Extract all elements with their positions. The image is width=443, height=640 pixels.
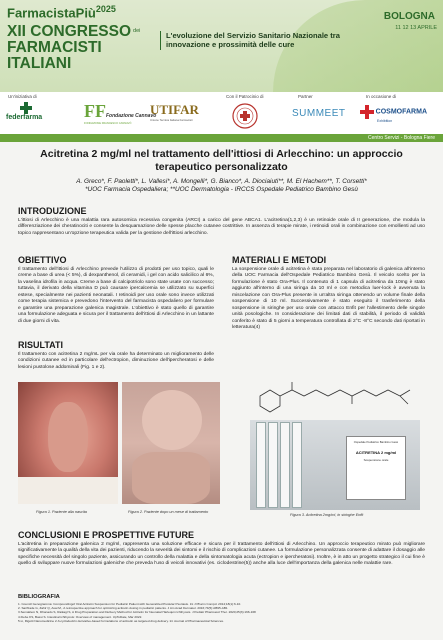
objective-heading: OBIETTIVO (18, 255, 67, 265)
figure-2-photo (122, 382, 220, 504)
bibliography-heading: BIBLIOGRAFIA (18, 594, 60, 600)
utifar-name: UTIFAR (150, 102, 199, 117)
label-title: ACITRETINA 2 mg/ml (355, 450, 397, 455)
initiative-label: Un'iniziativa di (8, 94, 37, 99)
figure-1-photo (18, 382, 118, 504)
cannavo-sub: FONDAZIONE FRANCESCO CANNAVÒ (84, 122, 132, 125)
utifar-logo (150, 102, 199, 122)
federfarma-cross-icon (19, 102, 33, 114)
summeet-logo: SUMMEET (292, 108, 346, 119)
figure-1-caption: Figura 1. Paziente alla nascita (36, 510, 87, 514)
figure-3-photo (250, 420, 420, 510)
federfarma-logo (6, 102, 42, 121)
brand-name: FarmacistaPiù (7, 5, 96, 21)
cosmofarma-sub: Exhibition (377, 119, 393, 123)
bibliography-list (18, 602, 425, 623)
label-hospital: Ospedale Pediatrico Bambino Gesù (353, 440, 399, 444)
results-text: Il trattamento con acitretina 2 mg/mL per via orale ha determinato un miglioramento delle condizioni cutanee ed in particolare dell'ectropion, diminuzione dell'ipercheratosi e delle lesioni pustolose addominali (Fig. 1 e 2). (18, 352, 214, 370)
conclusions-text: L'acitretina in preparazione galenica 2 mg/ml, rappresenta una soluzione efficace e sicura per il trattamento dell'ittiosi di Arlecchino. Un approccio terapeutico mirato può migliorare significativamente la qualità della vita dei pazienti, riducendo la severità dei sintomi e il rischio di complicazioni cutanee. La formulazione personalizzata consente di adattare il dosaggio alle specifiche necessità del singolo paziente, assicurando un controllo della malattia e della sintomatologia acuta (ectropion e ipercheratosi). Inoltre, è in atto un progetto strategico il cui fine è quello di sviluppare nuove formulazioni galeniche che preveda l'uso di veicoli innovativi (es. ciclodestrine(5)) anche alla luce dell'importanza della galenica nelle malattie rare. (18, 542, 425, 567)
congress-header (0, 0, 443, 92)
intro-text: L'ittiosi di Arlecchino è una malattia rara autosomica recessiva congenita (ARCI) a carico del gene ABCA1. L'acitretina(1,2,3) è un retinoide orale di II generazione, che modula la differenziazione dei cheratinociti e consente la desquamazione delle spesse placche cutanee costrittive. In assenza di terapie mirate, i retinoidi orali in combinazione con emollienti ad uso topico rappresentano un'opzione terapeutica valida per la gestione dell'ittiosi arlecchino. (18, 218, 425, 236)
congress-dates: 11 12 13 APRILE (395, 25, 437, 31)
congress-city: BOLOGNA (383, 11, 435, 22)
results-heading: RISULTATI (18, 340, 63, 350)
utifar-sub: Unione Tecnica Italiana Farmacisti (150, 118, 193, 122)
preparation-label (346, 436, 406, 500)
reference-item: 1. Council Genogramma: Compoundingof Oral Acitretin Suspension for Pediatric Patient with Generalized Pustular Psoriasis. Int J Pharm Compd. 2014;18(1):6-10. (18, 602, 242, 606)
cosmofarma-name: COSMOFARMA (375, 108, 428, 116)
reference-item: 3.Semaklem N, Dhanado S, Raikagl S, A Drug Preparation and Delivery Method for Acitretin for Neonatal Harlequin Ichthyosis. J Pediatr Pharmacol Ther. 2020;25(3):166-168 (18, 610, 256, 615)
conclusions-heading: CONCLUSIONI E PROSPETTIVE FUTURE (18, 530, 195, 540)
poster-authors (22, 178, 421, 195)
federfarma-name: federfarma (6, 114, 43, 121)
authors-affiliations: *UOC Farmacia Ospedaliera; **UOC Dermatologia - IRCCS Ospedale Pediatrico Bambino Gesù (85, 186, 358, 194)
congress-line-1: XII CONGRESSO (7, 23, 132, 40)
figure-2-caption: Figura 2. Paziente dopo un mese di trattamento (128, 510, 209, 514)
authors-names: A. Greco*, F. Paoletti*, L. Vallesi*, A. Mongelli*, G. Bianco*, A. Diociaiuti**, M. El Hachem**, T. Corsetti* (76, 178, 367, 185)
partner-label: Partner (298, 94, 313, 99)
acitretin-structure-diagram (250, 374, 420, 418)
congress-line-2: FARMACISTI (7, 38, 102, 56)
partners-bar (0, 92, 443, 134)
methods-text: La sospensione orale di acitretina è stata preparata nel laboratorio di galenica all'interno della UOC Farmacia dell'Ospedale Pediatrico Bambino Gesù. Il veicolo scelto per la formulazione è stato Ora-Plus. Il contenuto di 1 capsula di acitretina da 10mg è stato aggiunto all'interno di una siringa da 10 ml e con metodica luer-lock è avvenuta la miscelazione con Ora-Plus presente in un'altra siringa ottenendo un volume finale della sospensione di 10 ml. Successivamente è stato eseguito il trasferimento della sospensione in siringhe per uso orale con attacco Enfit per l'allestimento delle singole unità posologiche. In considerazione dei limitati dati di stabilità, il periodo di validità conferito è stato di 5 giorni a temperatura controllata di 2°C -8°C secondo dati riportati in letteratura(4) (232, 267, 425, 331)
cosmofarma-logo (360, 105, 427, 123)
label-subtitle: Sospensione orale (363, 458, 389, 462)
figure-3-caption: Figura 3. Acitretina 2mg/ml, in siringhe Enfit (290, 513, 364, 517)
poster-title: Acitretina 2 mg/ml nel trattamento dell'ittiosi di Arlecchino: un approccio terapeutico personalizzato (40, 148, 403, 174)
congress-line-3: ITALIANI (7, 54, 72, 72)
patronage-seal-icon (232, 103, 258, 129)
cannavo-logo: FFFondazione Cannavò FONDAZIONE FRANCESCO CANNAVÒ (84, 101, 157, 125)
intro-heading: INTRODUZIONE (18, 206, 87, 216)
occasion-label: In occasione di (366, 94, 397, 99)
brand-year: 2025 (95, 4, 116, 14)
cosmofarma-cross-icon (360, 105, 374, 119)
congress-del: dei (133, 28, 141, 35)
congress-title (7, 24, 157, 72)
reference-item: 5.Li, Rigotti Nanomedicine 2-3-cyclodextrin derivative-based formulations of acitretin as targeted drug delivery. Int Journal of Pharmaceutical Sciences. (18, 618, 224, 623)
venue-bar (0, 134, 443, 142)
reference-item: 2. Sarifzade G, Zahir Q, Asai M,. A retrospective approach for optimizing acitretin dosing in pediatric patients. J Am Acad Dermatol. 2016;74(5):AB95-AB1 (18, 606, 228, 611)
patronage-label: Con il Patrocinio di (226, 94, 264, 99)
objective-text: Il trattamento dell'ittiosi di Arlecchino prevede l'utilizzo di prodotti per uso topico, quali le creme a base di urea (< 5%), di dexpanthenol, di ceramidi, i gel con acido salicilico al 6%, la vaselina idrofila in acqua. Creme a base di calcipotriolo sono state usate con successo; tuttavia, il derivato della vitamina D può causare ipercalcemia se utilizzato su superfici estese, specialmente nei pazienti neonatali. I retinoidi per uso orale sono invece utilizzati come terapia sistemica e prevedono l'intervento del farmacista ospedaliero per formulare e garantire una preparazione galenica magistrale. L'obiettivo è stato quello di garantire una formulazione adeguata e sicura per il trattamento dell'ittiosi di Arlecchino in un lattante di due giorni di vita. (18, 267, 214, 324)
brand-logo (7, 4, 116, 20)
venue-text: Centro Servizi - Bologna Fiere (368, 135, 435, 141)
cannavo-name: Fondazione Cannavò (106, 113, 157, 119)
methods-heading: MATERIALI E METODI (232, 255, 327, 265)
reference-item: 4.Fiebe KS, Bassi S. Intestinal ichthyosis: Overview of management. UpToDate, Mar 2022. (18, 614, 143, 619)
congress-tagline: L'evoluzione del Servizio Sanitario Nazionale tra innovazione e prossimità delle cure (160, 31, 356, 50)
